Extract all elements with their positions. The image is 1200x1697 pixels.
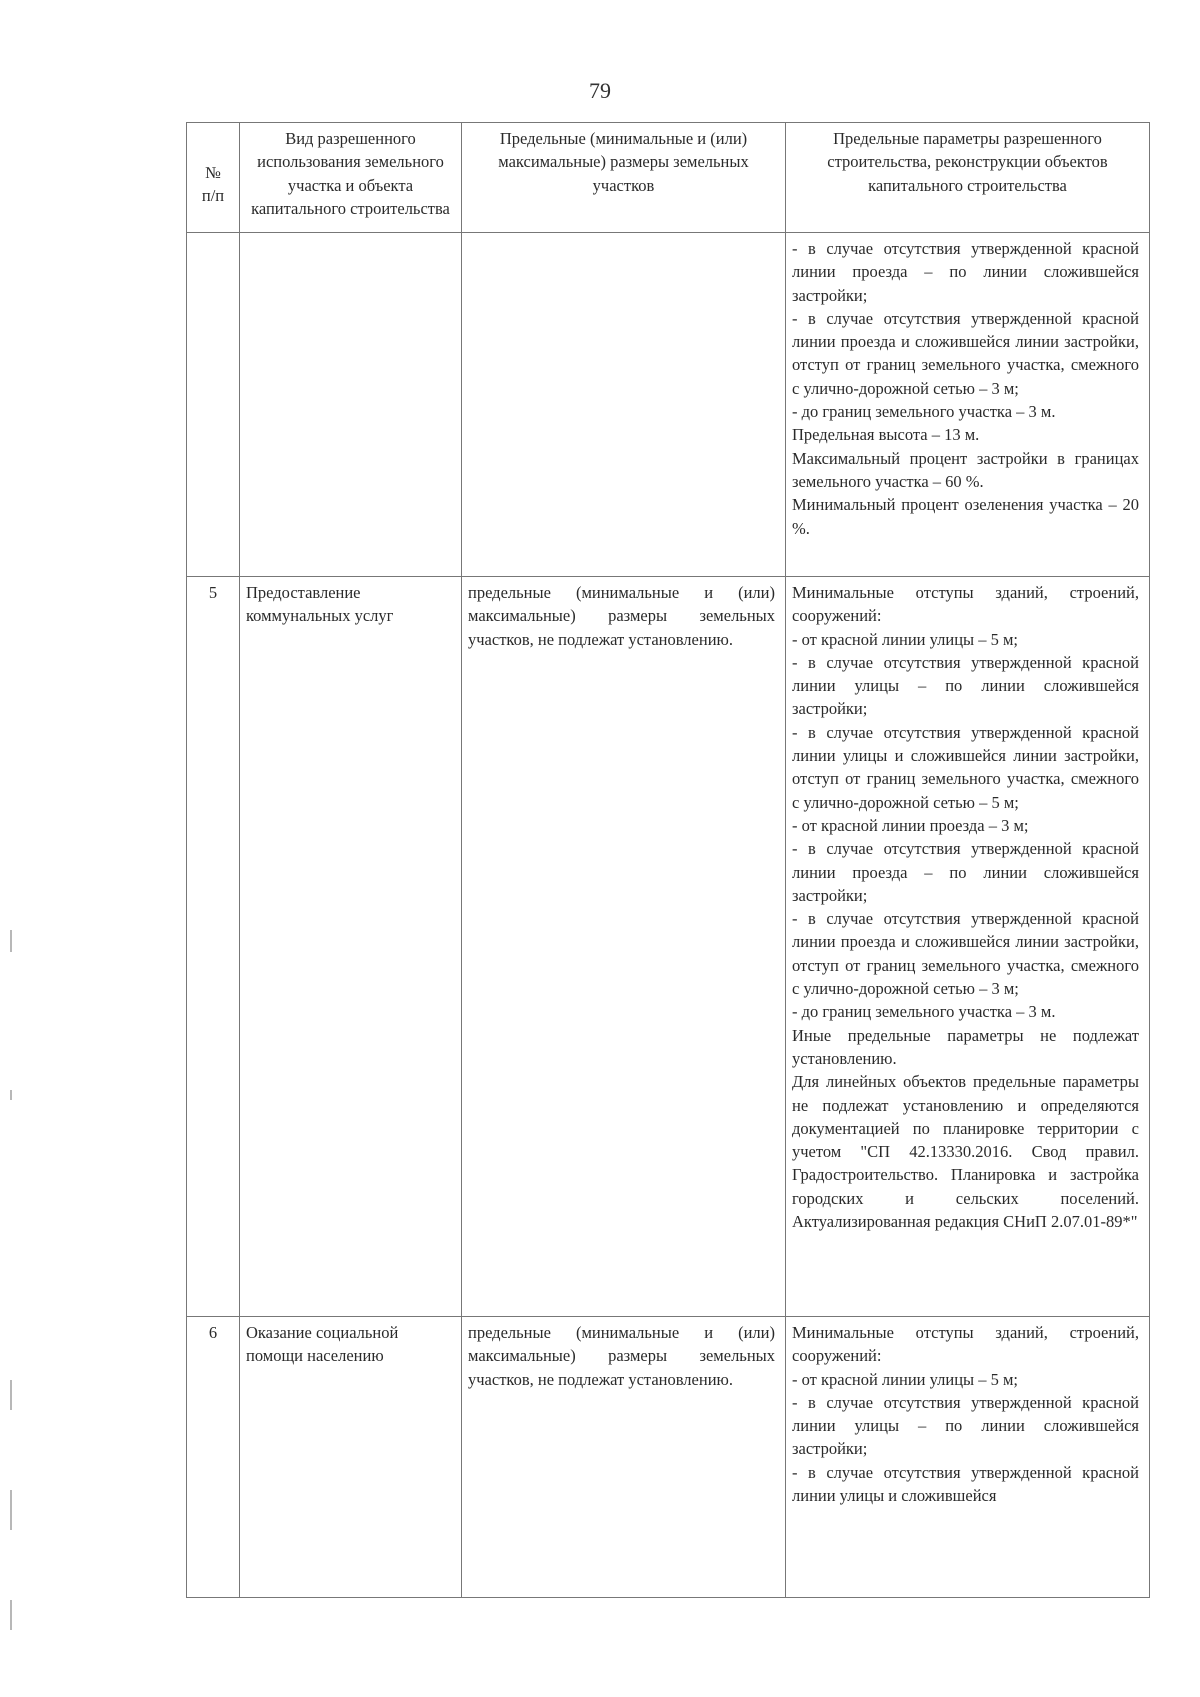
param-line: Минимальные отступы зданий, строений, сооружений: <box>792 583 1139 626</box>
param-line: - от красной линии проезда – 3 м; <box>792 815 1029 835</box>
row-num <box>187 233 240 577</box>
row-kind: Оказание социальной помощи населению <box>240 1317 462 1598</box>
header-num-text: № п/п <box>201 163 225 206</box>
param-line: - в случае отсутствия утвержденной красной линии проезда и сложившейся линии застройки, отступ от границ земельного участка, смежного с улично-дорожной сетью – 3 м; <box>792 308 1139 398</box>
param-line: Для линейных объектов предельные параметры не подлежат установлению и определяются документацией по планировке территории с учетом "СП 42.13330.2016. Свод правил. Градостроительство. Планировка и застройка городских и сельских поселений. Актуализированная редакция СНиП 2.07.01-89*" <box>792 1072 1139 1232</box>
header-params: Предельные параметры разрешенного строительства, реконструкции объектов капитального строительства <box>786 123 1150 233</box>
param-line: - в случае отсутствия утвержденной красной линии проезда – по линии сложившейся застройки; <box>792 239 1139 305</box>
param-line: - от красной линии улицы – 5 м; <box>792 1369 1019 1389</box>
param-line: Предельная высота – 13 м. <box>792 425 980 445</box>
row-size: предельные (минимальные и (или) максимальные) размеры земельных участков, не подлежат установлению. <box>462 577 786 1317</box>
row-params <box>786 233 1150 577</box>
row-params <box>786 577 1150 1317</box>
table-row <box>187 577 1150 1317</box>
table-row <box>187 233 1150 577</box>
row-kind: Предоставление коммунальных услуг <box>240 577 462 1317</box>
param-line: Иные предельные параметры не подлежат установлению. <box>792 1025 1139 1068</box>
param-line: - до границ земельного участка – 3 м. <box>792 402 1056 422</box>
param-line: - до границ земельного участка – 3 м. <box>792 1002 1056 1022</box>
row-params <box>786 1317 1150 1598</box>
scan-edge-mark <box>10 1090 12 1100</box>
table-row <box>187 1317 1150 1598</box>
param-line: Минимальный процент озеленения участка – 20 %. <box>792 495 1139 538</box>
row-size <box>462 233 786 577</box>
param-line: - в случае отсутствия утвержденной красной линии улицы и сложившейся линии застройки, отступ от границ земельного участка, смежного с улично-дорожной сетью – 5 м; <box>792 722 1139 812</box>
param-line: - от красной линии улицы – 5 м; <box>792 629 1019 649</box>
row-size: предельные (минимальные и (или) максимальные) размеры земельных участков, не подлежат установлению. <box>462 1317 786 1598</box>
param-line: - в случае отсутствия утвержденной красной линии улицы и сложившейся <box>792 1462 1139 1506</box>
param-line: Максимальный процент застройки в границах земельного участка – 60 %. <box>792 448 1139 491</box>
scan-edge-mark <box>10 930 12 952</box>
header-size: Предельные (минимальные и (или) максимальные) размеры земельных участков <box>462 123 786 233</box>
page-number: 79 <box>589 78 611 103</box>
row-kind <box>240 233 462 577</box>
scan-edge-mark <box>10 1490 12 1530</box>
scan-edge-mark <box>10 1380 12 1410</box>
param-line: - в случае отсутствия утвержденной красной линии улицы – по линии сложившейся застройки; <box>792 652 1139 719</box>
header-kind: Вид разрешенного использования земельного участка и объекта капитального строительства <box>240 123 462 233</box>
row-num: 6 <box>187 1317 240 1598</box>
row-num: 5 <box>187 577 240 1317</box>
param-line: Минимальные отступы зданий, строений, сооружений: <box>792 1323 1139 1366</box>
table-header-row <box>187 123 1150 233</box>
param-line: - в случае отсутствия утвержденной красной линии проезда и сложившейся линии застройки, отступ от границ земельного участка, смежного с улично-дорожной сетью – 3 м; <box>792 909 1139 999</box>
zoning-table <box>186 122 1150 1598</box>
header-num <box>187 123 240 233</box>
param-line: - в случае отсутствия утвержденной красной линии проезда – по линии сложившейся застройки; <box>792 839 1139 905</box>
scan-edge-mark <box>10 1600 12 1630</box>
param-line: - в случае отсутствия утвержденной красной линии улицы – по линии сложившейся застройки; <box>792 1392 1139 1459</box>
